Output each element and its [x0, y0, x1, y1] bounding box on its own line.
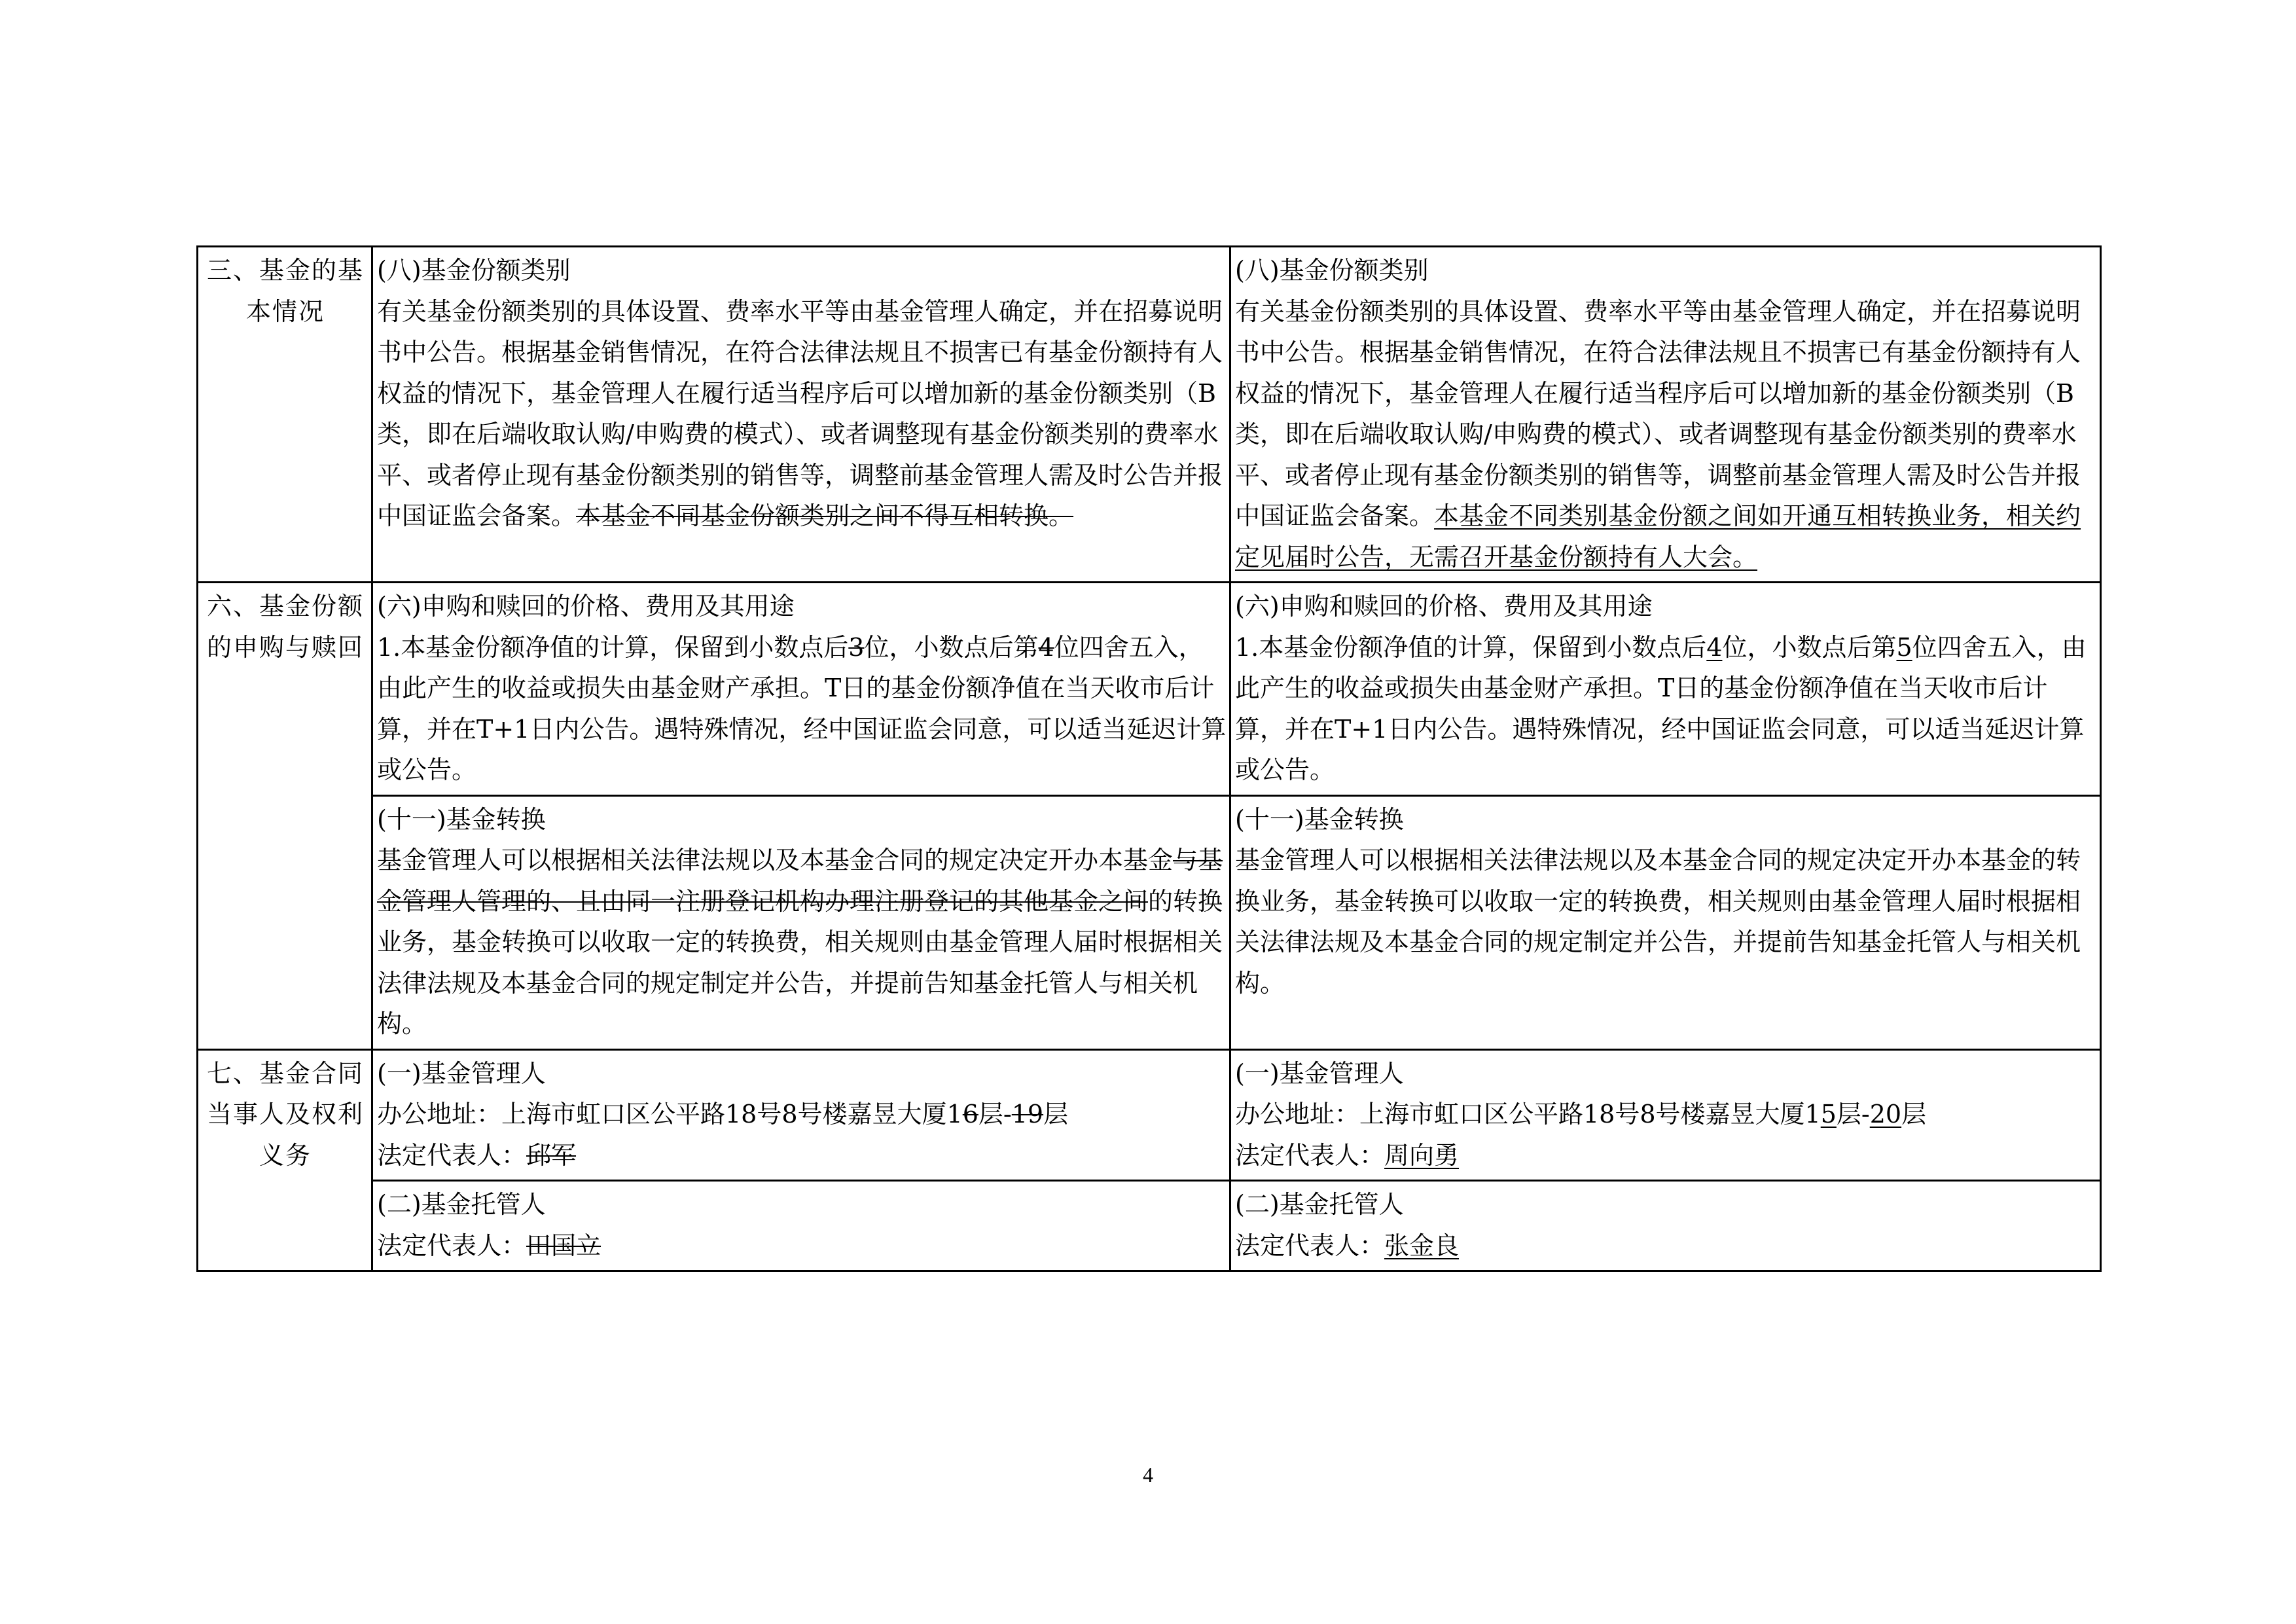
- clause-text: 位四舍五入，由此产生的收益或损失由基金财产承担。T日的基金份额净值在当天收市后计算，并在T+1日内公告。遇特殊情况，经中国证监会同意，可以适当延迟计算或公告。: [1235, 632, 2087, 784]
- rep-label: 法定代表人：: [377, 1140, 527, 1170]
- section-title: 六、基金份额的申购与赎回: [206, 592, 364, 662]
- table-row: [198, 795, 2101, 1049]
- deleted-text: 与基金管理人管理的、且由同一注册登记机构办理注册登记的其他基金之间: [377, 846, 1223, 916]
- address-text: 层: [1901, 1100, 1927, 1128]
- original-text-cell: [372, 1049, 1230, 1181]
- legal-representative: [377, 1225, 1227, 1267]
- section-title-cell: [198, 1049, 372, 1271]
- clause-text: 有关基金份额类别的具体设置、费率水平等由基金管理人确定，并在招募说明书中公告。根据基金销售情况，在符合法律法规且不损害已有基金份额持有人权益的情况下，基金管理人在履行适当程序后可以增加新的基金份额类别（B类，即在后端收取认购/申购费的模式）、或者调整现有基金份额类别的费率水平、或者停止现有基金份额类别的销售等，调整前基金管理人需及时公告并报中国证监会备案。: [377, 297, 1223, 530]
- clause-heading: (二)基金托管人: [1235, 1190, 1404, 1219]
- deleted-text: 邱军: [526, 1140, 577, 1170]
- legal-representative: [1235, 1225, 2097, 1267]
- rep-label: 法定代表人：: [1235, 1231, 1385, 1260]
- section-title: 七、基金合同当事人及权利义务: [206, 1058, 364, 1170]
- revised-text-cell: [1230, 1181, 2101, 1271]
- address-text: 办公地址：上海市虹口区公平路18号8号楼嘉昱大厦1: [1235, 1100, 1821, 1128]
- inserted-text: 周向勇: [1384, 1140, 1460, 1170]
- revised-text-cell: [1230, 795, 2101, 1049]
- clause-heading: (六)申购和赎回的价格、费用及其用途: [1235, 592, 1653, 621]
- clause-heading: (十一)基金转换: [1235, 804, 1404, 834]
- clause-text: 位四舍五入，由此产生的收益或损失由基金财产承担。T日的基金份额净值在当天收市后计算，并在T+1日内公告。遇特殊情况，经中国证监会同意，可以适当延迟计算或公告。: [377, 632, 1227, 784]
- clause-text: 有关基金份额类别的具体设置、费率水平等由基金管理人确定，并在招募说明书中公告。根据基金销售情况，在符合法律法规且不损害已有基金份额持有人权益的情况下，基金管理人在履行适当程序后可以增加新的基金份额类别（B类，即在后端收取认购/申购费的模式）、或者调整现有基金份额类别的费率水平、或者停止现有基金份额类别的销售等，调整前基金管理人需及时公告并报中国证监会备案。: [1235, 297, 2081, 530]
- deleted-text: 3: [848, 632, 865, 662]
- inserted-text: 20: [1869, 1100, 1902, 1128]
- rep-label: 法定代表人：: [1235, 1140, 1385, 1170]
- clause-heading: (八)基金份额类别: [1235, 256, 1429, 285]
- section-title-cell: [198, 247, 372, 583]
- page-number: 4: [1143, 1463, 1153, 1487]
- inserted-text: 4: [1706, 632, 1723, 662]
- address-text: 层-: [1836, 1100, 1870, 1128]
- clause-text: 基金管理人可以根据相关法律法规以及本基金合同的规定决定开办本基金: [377, 846, 1174, 875]
- revised-text-cell: [1230, 1049, 2101, 1181]
- clause-text: 的转换业务，基金转换可以收取一定的转换费，相关规则由基金管理人届时根据相关法律法规及本基金合同的规定制定并公告，并提前告知基金托管人与相关机构。: [377, 886, 1223, 1038]
- original-text-cell: [372, 583, 1230, 796]
- address-text: 层-: [978, 1100, 1012, 1128]
- legal-representative: [1235, 1135, 2097, 1176]
- table-row: [198, 583, 2101, 796]
- original-text-cell: [372, 1181, 1230, 1271]
- table-row: [198, 1049, 2101, 1181]
- deleted-text: 田国立: [526, 1231, 601, 1260]
- address-text: 层: [1043, 1100, 1069, 1128]
- legal-representative: [377, 1135, 1227, 1176]
- deleted-text: 19: [1011, 1100, 1044, 1128]
- revised-text-cell: [1230, 583, 2101, 796]
- inserted-text: 5: [1820, 1100, 1837, 1128]
- table-row: [198, 1181, 2101, 1271]
- clause-heading: (八)基金份额类别: [377, 256, 571, 285]
- office-address: [377, 1094, 1227, 1135]
- inserted-text: 5: [1896, 632, 1912, 662]
- section-title-cell: [198, 583, 372, 1050]
- inserted-text: 本基金不同类别基金份额之间如开通互相转换业务，相关约定见届时公告，无需召开基金份额持有人大会。: [1235, 501, 2081, 571]
- clause-heading: (一)基金管理人: [377, 1058, 546, 1088]
- inserted-text: 张金良: [1384, 1231, 1460, 1260]
- clause-text: 基金管理人可以根据相关法律法规以及本基金合同的规定决定开办本基金的转换业务，基金转换可以收取一定的转换费，相关规则由基金管理人届时根据相关法律法规及本基金合同的规定制定并公告，并提前告知基金托管人与相关机构。: [1235, 846, 2081, 998]
- clause-heading: (二)基金托管人: [377, 1190, 546, 1219]
- original-text-cell: [372, 247, 1230, 583]
- address-text: 办公地址：上海市虹口区公平路18号8号楼嘉昱大厦1: [377, 1100, 963, 1128]
- table-row: [198, 247, 2101, 583]
- office-address: [1235, 1094, 2097, 1135]
- clause-heading: (六)申购和赎回的价格、费用及其用途: [377, 592, 795, 621]
- comparison-table: [196, 245, 2102, 1272]
- clause-text: 位，小数点后第: [864, 632, 1039, 662]
- revised-text-cell: [1230, 247, 2101, 583]
- rep-label: 法定代表人：: [377, 1231, 527, 1260]
- clause-text: 1.本基金份额净值的计算，保留到小数点后: [1235, 632, 1707, 662]
- deleted-text: 本基金不同基金份额类别之间不得互相转换。: [576, 501, 1074, 530]
- deleted-text: 6: [962, 1100, 978, 1128]
- section-title: 三、基金的基本情况: [206, 256, 364, 326]
- clause-heading: (一)基金管理人: [1235, 1058, 1404, 1088]
- clause-text: 位，小数点后第: [1722, 632, 1897, 662]
- deleted-text: 4: [1038, 632, 1054, 662]
- clause-heading: (十一)基金转换: [377, 804, 546, 834]
- clause-text: 1.本基金份额净值的计算，保留到小数点后: [377, 632, 849, 662]
- original-text-cell: [372, 795, 1230, 1049]
